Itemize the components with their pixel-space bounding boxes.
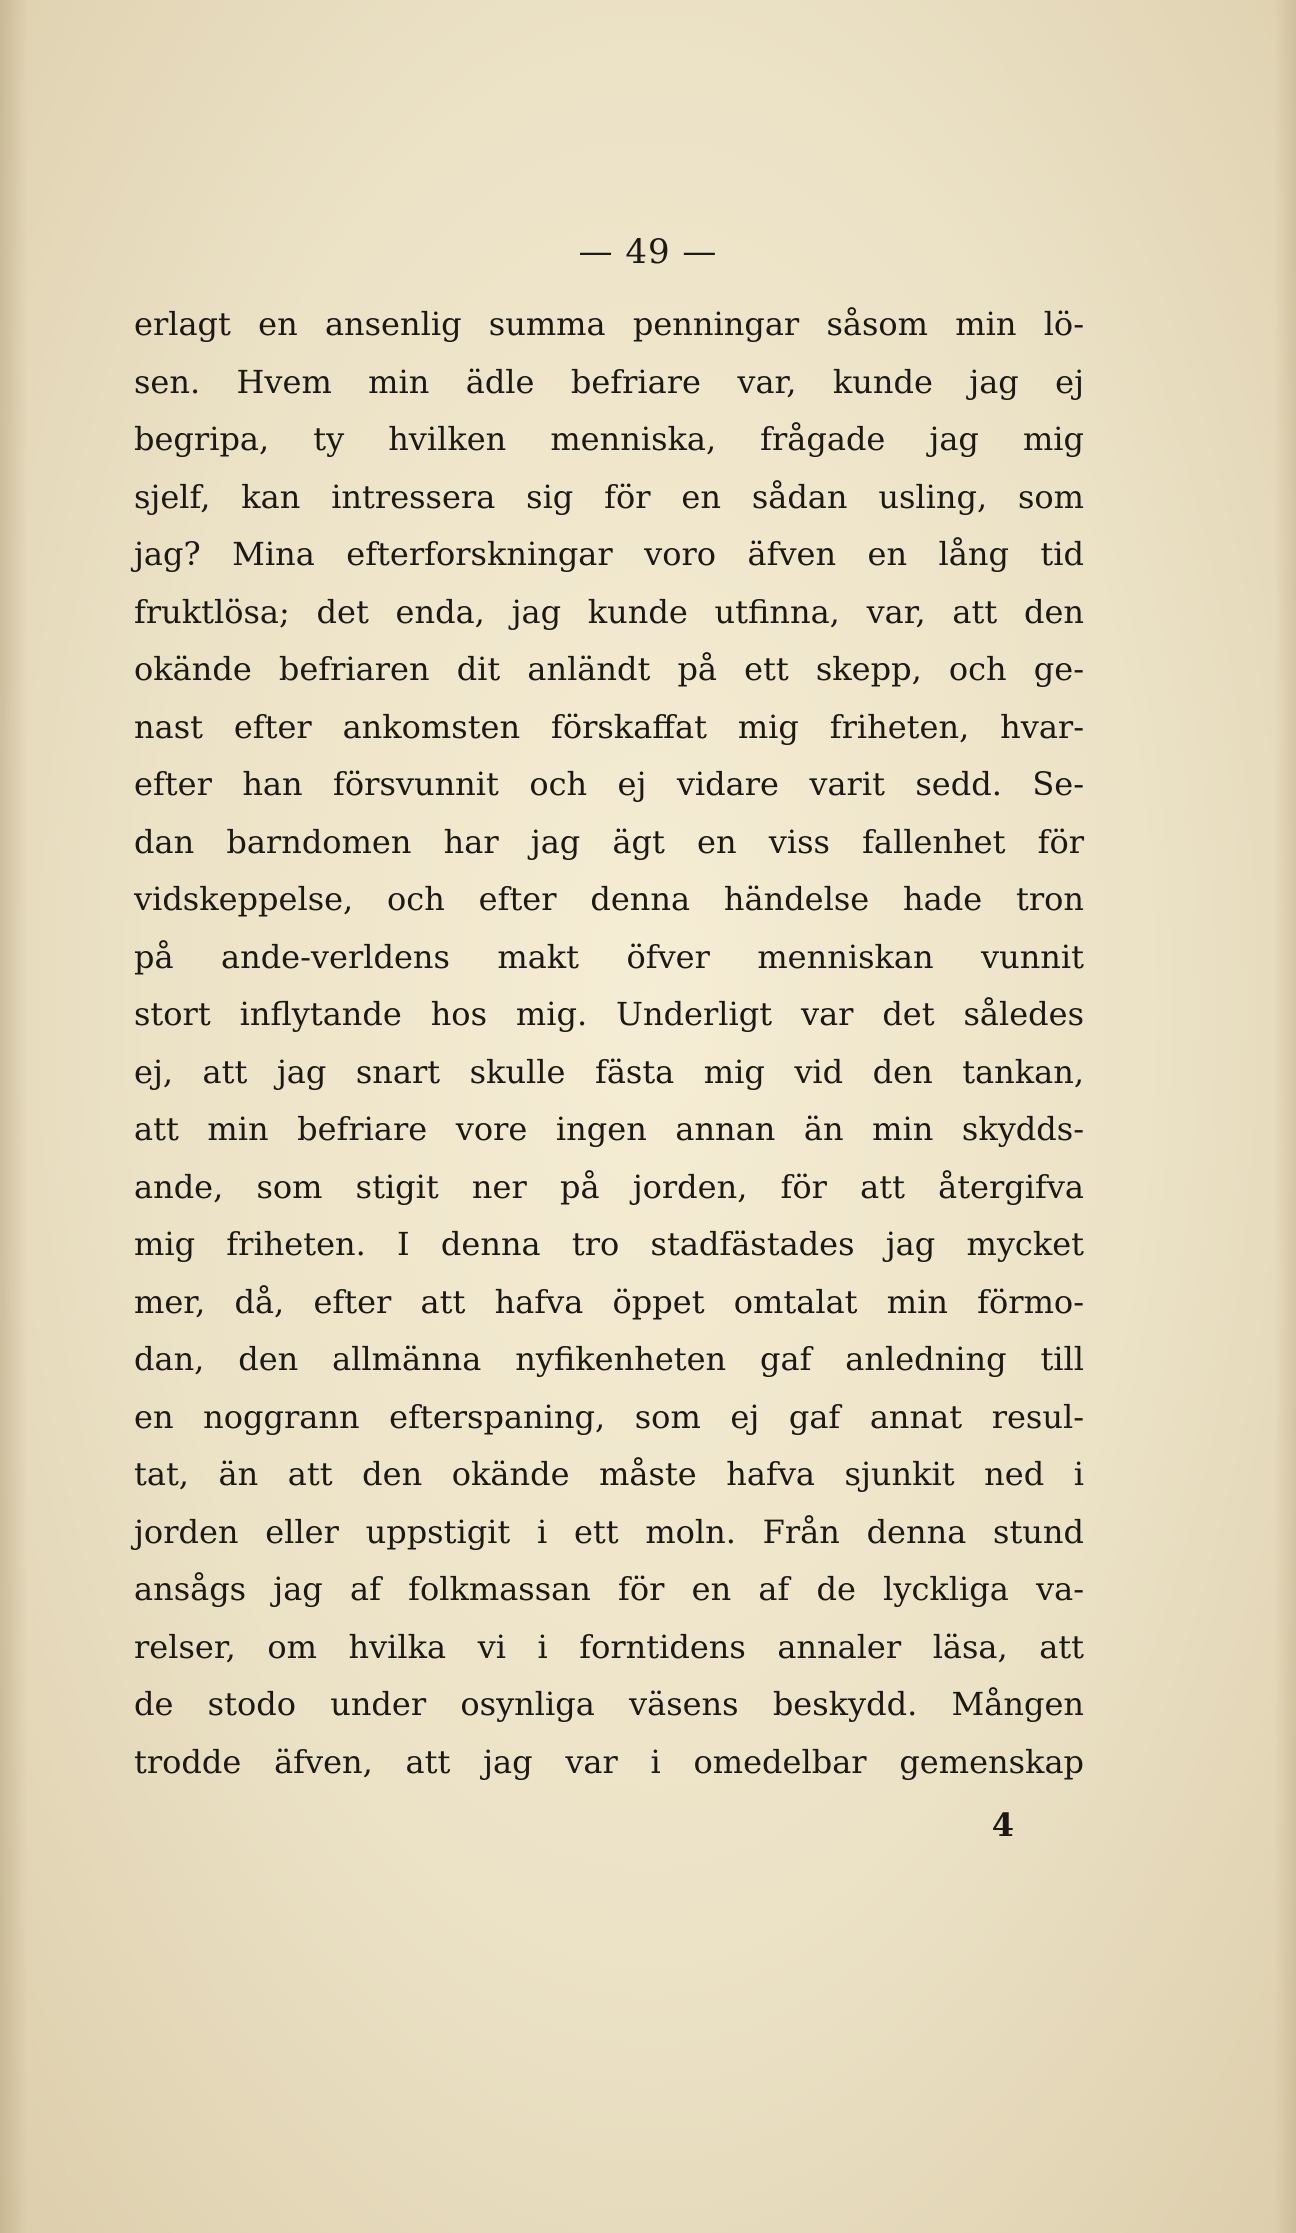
text-line: erlagt en ansenlig summa penningar såsom min lö- (134, 305, 1084, 343)
text-line: en noggrann efterspaning, som ej gaf annat resul- (134, 1397, 1084, 1436)
text-line: tat, än att den okände måste hafva sjunkit ned i (134, 1455, 1084, 1493)
text-line: sjelf, kan intressera sig för en sådan usling, som (134, 477, 1084, 516)
text-line: ande, som stigit ner på jorden, för att återgifva (134, 1167, 1084, 1206)
text-line: jorden eller uppstigit i ett moln. Från denna stund (134, 1512, 1084, 1551)
text-line: fruktlösa; det enda, jag kunde utfinna, var, att den (134, 592, 1084, 631)
text-line: vidskeppelse, och efter denna händelse hade tron (134, 880, 1084, 918)
text-line: ansågs jag af folkmassan för en af de lyckliga va- (134, 1570, 1084, 1608)
page-edge-right (1274, 0, 1296, 2233)
body-text (134, 296, 1084, 1791)
text-line: begripa, ty hvilken menniska, frågade jag mig (134, 420, 1084, 458)
text-line: trodde äfven, att jag var i omedelbar gemenskap (134, 1742, 1084, 1781)
text-line: okände befriaren dit anländt på ett skepp, och ge- (134, 650, 1084, 688)
signature-mark: 4 (991, 1806, 1014, 1844)
text-line: ej, att jag snart skulle fästa mig vid den tankan, (134, 1052, 1084, 1091)
text-line: dan, den allmänna nyfikenheten gaf anledning till (134, 1340, 1084, 1378)
text-line: mig friheten. I denna tro stadfästades jag mycket (134, 1225, 1084, 1263)
text-line: mer, då, efter att hafva öppet omtalat min förmo- (134, 1282, 1084, 1321)
text-line: jag? Mina efterforskningar voro äfven en lång tid (134, 535, 1084, 573)
text-line: att min befriare vore ingen annan än min skydds- (134, 1110, 1084, 1148)
text-line: stort inflytande hos mig. Underligt var det således (134, 995, 1084, 1033)
text-line: nast efter ankomsten förskaffat mig friheten, hvar- (134, 707, 1084, 746)
page-edge-left (0, 0, 28, 2233)
text-line: dan barndomen har jag ägt en viss fallenhet för (134, 822, 1084, 861)
text-line: efter han försvunnit och ej vidare varit sedd. Se- (134, 765, 1084, 803)
page-number: — 49 — (578, 232, 718, 272)
text-line: sen. Hvem min ädle befriare var, kunde jag ej (134, 362, 1084, 401)
text-line: de stodo under osynliga väsens beskydd. Mången (134, 1685, 1084, 1723)
text-line: relser, om hvilka vi i forntidens annaler läsa, att (134, 1627, 1084, 1666)
text-line: på ande-verldens makt öfver menniskan vunnit (134, 937, 1084, 976)
